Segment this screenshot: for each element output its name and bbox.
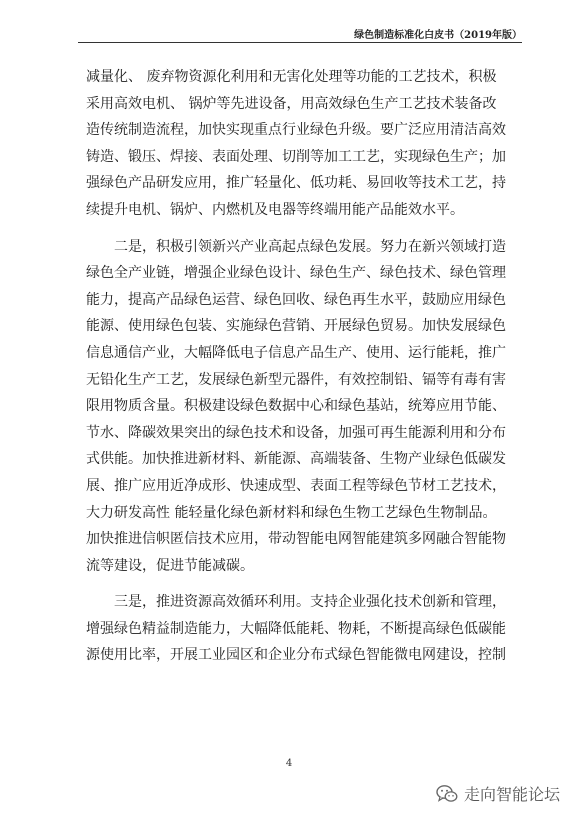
- document-body: [86, 64, 518, 669]
- paragraph: [86, 234, 518, 580]
- page-header: 绿色制造标准化白皮书（2019年版）: [354, 30, 522, 41]
- wechat-icon: [436, 784, 458, 804]
- text-line: 式供能。加快推进新材料、新能源、高端装备、生物产业绿色低碳发: [86, 451, 506, 468]
- text-line: 增强绿色精益制造能力，大幅降低能耗、物耗，不断提高绿色低碳能: [86, 620, 506, 637]
- text-line: 无铅化生产工艺，发展绿色新型元器件，有效控制铅、镉等有毒有害: [86, 371, 506, 388]
- text-line: 续提升电机、锅炉、内燃机及电器等终端用能产品能效水平。: [86, 201, 464, 218]
- watermark: [436, 782, 560, 805]
- text-line: 减量化、 废弃物资源化利用和无害化处理等功能的工艺技术，积极: [86, 69, 497, 85]
- text-line: 信息通信产业，大幅降低电子信息产品生产、使用、运行能耗，推广: [86, 344, 506, 361]
- text-line: 展、推广应用近净成形、快速成型、表面工程等绿色节材工艺技术，: [86, 477, 506, 494]
- text-line: 加快推进信帜匿信技术应用，带动智能电网智能建筑多网融合智能物: [86, 531, 506, 548]
- text-line: 三是，推进资源高效循环利用。支持企业强化技术创新和管理，: [114, 594, 506, 611]
- text-line: 节水、降碳效果突出的绿色技术和设备，加强可再生能源利用和分布: [86, 424, 506, 441]
- paragraph: [86, 589, 518, 669]
- text-line: 能力，提高产品绿色运营、绿色回收、绿色再生水平，鼓励应用绿色: [86, 291, 506, 308]
- text-line: 流等建设，促进节能减碳。: [86, 557, 254, 574]
- text-line: 绿色全产业链，增强企业绿色设计、绿色生产、绿色技术、绿色管理: [86, 265, 506, 282]
- text-line: 强绿色产品研发应用，推广轻量化、低功耗、易回收等技术工艺，持: [86, 175, 506, 192]
- text-line: 造传统制造流程，加快实现重点行业绿色升级。要广泛应用清洁高效: [86, 122, 506, 139]
- page-number: 4: [285, 758, 293, 769]
- header-divider: [78, 42, 522, 43]
- text-line: 大力研发高性 能轻量化绿色新材料和绿色生物工艺绿色生物制品。: [86, 504, 497, 521]
- text-line: 铸造、锻压、焊接、表面处理、切削等加工工艺，实现绿色生产；加: [86, 148, 506, 165]
- text-line: 采用高效电机、 锅炉等先进设备，用高效绿色生产工艺技术装备改: [86, 95, 497, 112]
- paragraph: [86, 64, 518, 224]
- text-line: 源使用比率，开展工业园区和企业分布式绿色智能微电网建设，控制: [86, 647, 506, 664]
- text-line: 限用物质含量。积极建设绿色数据中心和绿色基站，统筹应用节能、: [86, 398, 506, 415]
- text-line: 能源、使用绿色包装、实施绿色营销、开展绿色贸易。加快发展绿色: [86, 318, 506, 335]
- text-line: 二是，积极引领新兴产业高起点绿色发展。努力在新兴领域打造: [114, 238, 506, 255]
- watermark-text: 走向智能论坛: [463, 785, 560, 804]
